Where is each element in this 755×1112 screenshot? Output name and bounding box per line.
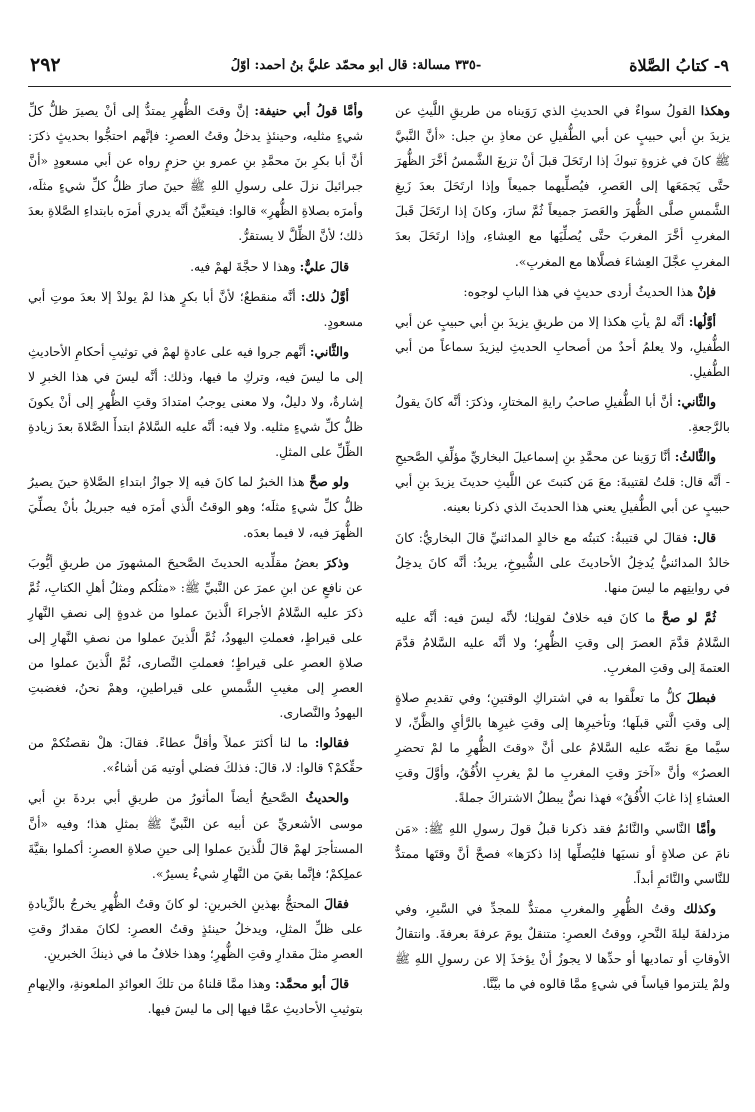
paragraph: قالَ أبو محمَّد: وهذا ممَّا قلناهُ من تلكَ العوائدِ الملعونةِ، والإيهامِ بتوثيبِ الأحاديثِ عمَّا فيها إلى ما ليسَ فيها. [28, 976, 363, 1017]
chapter-title: ٩- كتابُ الصَّلاة [629, 56, 729, 75]
paragraph: والثَّاني: أنَّ أبا الطُّفيلِ صاحبُ رايةِ المختارِ، وذكرَ: أنَّه كانَ يقولُ بالرَّجعةِ. [395, 394, 730, 435]
paragraph: أوَّلُ ذلك: أنَّه منقطعٌ؛ لأنَّ أبا بكرٍ هذا لمْ يولدْ إلا بعدَ موتِ أبي مسعودٍ. [28, 288, 363, 329]
left-column [28, 98, 363, 1026]
paragraph: فإنْ هذا الحديثُ أردى حديثٍ في هذا البابِ لوجوه: [463, 283, 716, 299]
paragraph: قالَ عليٌّ: وهذا لا حجَّةَ لهمْ فيه. [190, 258, 349, 274]
paragraph: والحديثُ الصَّحيحُ أيضاً المأثورُ من طريقِ أبي بردةَ بنِ أبي موسى الأشعريِّ عن أبيه عن النَّبيِّ ﷺ بمثلِ هذا؛ وفيه «أنَّ المستأجرَ لهمْ قالَ للَّذينَ عملوا إلى حينِ صلاةِ العصرِ: أكملوا بقيَّةَ عملِكمْ؛ فإنَّما بقيَ من النَّهارِ شيءٌ يسيرٌ». [28, 790, 363, 881]
paragraph: والثَّالثُ: أنَّا رَوَينا عن محمَّدِ بنِ إسماعيلَ البخاريِّ مؤلِّفِ الصَّحيحِ - أنَّه قال: قلتُ لقتيبةَ: معَ مَن كتبتَ عن اللَّيثِ حديثَ يزيدَ بنِ أبي حبيبٍ عن أبي الطُّفيلِ يعني هذا الحديثَ الذي ذكرنا بعينه. [395, 449, 730, 515]
paragraph: ولو صحَّ هذا الخبرُ لما كانَ فيه إلا جوازُ ابتداءِ الصَّلاةِ حينَ يصيرُ ظلُّ كلِّ شيءٍ مثلَه؛ وهو الوقتُ الَّذي أمرَه فيه جبريلُ بأنْ يصلِّيَ الظُّهرَ فيه، لا فيما بعدَه. [28, 474, 363, 540]
header-rule [28, 86, 731, 87]
paragraph: ثُمَّ لو صحَّ ما كانَ فيه خلافٌ لقولِنا؛ لأنَّه ليسَ فيه: أنَّه عليه السَّلامُ قدَّمَ العصرَ إلى وقتِ الظُّهرِ؛ ولا أنَّه عليه السَّلامُ قدَّمَ العتمةَ إلى وقتِ المغربِ. [395, 609, 730, 675]
paragraph: وكذلك وقتُ الظُّهرِ والمغربِ ممتدٌّ للمجدِّ في السَّيرِ، وفي مزدلفةَ ليلةَ النَّحرِ، ووقتُ العصرِ: متنقلٌ يومَ عرفةَ بعرفةَ. وانتقالُ الأوقاتِ أو تماديها أو حدِّها لا يجوزُ أنْ يؤخذَ إلا عن رسولِ اللهِ ﷺ ولمْ يلتزموا قياساً في شيءٍ ممَّا قالوه في ما بيَّنَّا. [395, 900, 730, 992]
paragraph: وهكذا القولُ سواءٌ في الحديثِ الذي رَوَيناه من طريقِ اللَّيثِ عن يزيدَ بنِ أبي حبيبٍ عن أبي الطُّفيلِ عن معاذِ بنِ جبل: «أنَّ النَّبيَّ ﷺ كانَ في غزوةِ تبوكَ إذا ارتَحَلَ قبلَ أنْ تزيغَ الشَّمسُ أخَّرَ الظُّهرَ حتَّى يَجمَعَها إلى العَصرِ، فيُصلِّيهما جميعاً وإذا ارتَحَلَ بعدَ زَيغِ الشَّمسِ صلَّى الظُّهرَ والعَصرَ جميعاً ثُمَّ سارَ، وكانَ إذا ارتَحَلَ قَبلَ المغربِ أخَّرَ المغربَ حتَّى يُصلِّيَها مع العِشاءِ، وإذا ارتَحَلَ بعدَ المغربِ عجَّلَ العِشاءَ فصلَّاها مع المغربِ». [395, 103, 730, 269]
paragraph: وذكرَ بعضُ مقلِّديه الحديثَ الصَّحيحَ المشهورَ من طريقِ أيُّوبَ عن نافعٍ عن ابنِ عمرَ عن النَّبيِّ ﷺ: «مثلُكم ومثلُ أهلِ الكتابِ، ثُمَّ ذكرَ عليه السَّلامُ الأجراءَ الَّذينَ عملوا من غدوةٍ إلى نصفِ النَّهارِ على قيراطٍ، فعملتِ اليهودُ، ثُمَّ الَّذينَ عملوا من نصفِ النَّهارِ إلى صلاةِ العصرِ على قيراطٍ؛ فعملتِ النَّصارى، ثُمَّ الَّذينَ عملوا من العصرِ إلى مغيبِ الشَّمسِ على قيراطينِ، وهمْ نحنُ، فغضبتِ اليهودُ والنَّصارى. [28, 554, 363, 721]
right-column [395, 98, 730, 1001]
paragraph: والثَّاني: أنَّهم جروا فيه على عادةٍ لهمْ في توثيبِ أحكامِ الأحاديثِ إلى ما ليسَ فيه، وتركِ ما فيها، وذلك: أنَّه ليسَ في هذا الخبرِ لا إشارةٌ، ولا دليلٌ، ولا معنى يوجبُ امتدادَ وقتِ الظُّهرِ إلى أنْ يكونَ ظلُّ كلِّ شيءٍ مثليه. ولا فيه: أنَّه عليه السَّلامُ ابتدأَ الصَّلاةَ بعدَ زيادةِ الظِّلِّ على المثلِ. [28, 343, 363, 460]
paragraph: وأمَّا قولُ أبي حنيفة: إنَّ وقتَ الظُّهرِ يمتدُّ إلى أنْ يصيرَ ظلُّ كلِّ شيءٍ مثليه، وحينئذٍ يدخلُ وقتُ العصرِ: فإنَّهم احتجُّوا بحديثٍ ذكرَ: أنَّ أبا بكرِ بنَ محمَّدِ بنِ عمرو بنِ حزمٍ رواه عن أبي مسعودٍ «أنَّ جبرائيلَ نزلَ على رسولِ اللهِ ﷺ حينَ صارَ ظلُّ كلِّ شيءٍ مثلَه، وأمرَه بصلاةِ الظُّهرِ» قالوا: فيتعيَّنُ أنَّه يدري أمرَه بابتداءِ الصَّلاةِ بعدَ ذلك؛ لأنَّ الظِّلَّ لا يستقرُّ. [28, 103, 363, 244]
paragraph: فقالوا: ما لنا أكثرَ عملاً وأقلَّ عطاءً. فقالَ: هلْ نقصتُكمْ من حقِّكمْ؟ قالوا: لا، قالَ: فذلكَ فضلي أوتيه مَن أشاءُ». [28, 735, 363, 776]
paragraph: أوَّلُها: أنَّه لمْ يأتِ هكذا إلا من طريقِ يزيدَ بنِ أبي حبيبٍ عن أبي الطُّفيلِ، ولا يعلمُ أحدٌ من أصحابِ الحديثِ ليزيدَ سماعاً من أبي الطُّفيلِ. [395, 313, 730, 379]
paragraph: فبطلَ كلُّ ما تعلَّقوا به في اشتراكِ الوقتينِ؛ وفي تقديمِ صلاةٍ إلى وقتِ الَّتي قبلَها؛ وتأخيرِها إلى وقتِ غيرِها بالرَّأيِ والظَّنِّ، لا سيَّما معَ نصِّه عليه السَّلامُ على أنَّ «وقتَ الظُّهرِ ما لمْ تحضرِ العصرُ» وأنَّ «آخرَ وقتِ المغربِ ما لمْ يغربِ الأُفُقُ، وأوَّلَ وقتِ العشاءِ إذا غابَ الأُفُقُ» فهذا نصٌّ يبطلُ الاشتراكَ جملةً. [395, 690, 730, 806]
paragraph: قال: فقالَ لي قتيبةُ: كتبتُه مع خالدٍ المدائنيِّ قالَ البخاريُّ: كانَ خالدٌ المدائنيُّ يُدخِلُ الأحاديثَ على الشُّيوخِ، يريدُ: أنَّه كانَ يدخِلُ في روايتِهم ما ليسَ منها. [395, 529, 730, 595]
running-header: -٣٣٥ مسألة: قال أبو محمّد عليُّ بنُ أحمد: أوّلُ [230, 58, 482, 73]
page-number: ٢٩٢ [30, 54, 61, 76]
paragraph: فقالَ المحتجُّ بهذينِ الخبرينِ: لو كانَ وقتُ الظُّهرِ يخرجُ بالزِّيادةِ على ظلِّ المثلِ، ويدخلُ حينئذٍ وقتُ العصرِ: لكانَ مقدارُ وقتِ العصرِ مثلَ مقدارِ وقتِ الظُّهرِ؛ وهذا خلافُ ما في ذينكَ الخبرينِ. [28, 895, 363, 961]
page-header [30, 54, 729, 84]
paragraph: وأمَّا النَّاسي والنَّائمُ فقد ذكرنا قبلُ قولَ رسولِ اللهِ ﷺ: «مَن نامَ عن صلاةٍ أو نسيَها فليُصلِّها إذا ذكرَها» فصحَّ أنَّ وقتَها ممتدٌّ للنَّاسي والنَّائمِ أبداً. [395, 820, 730, 886]
